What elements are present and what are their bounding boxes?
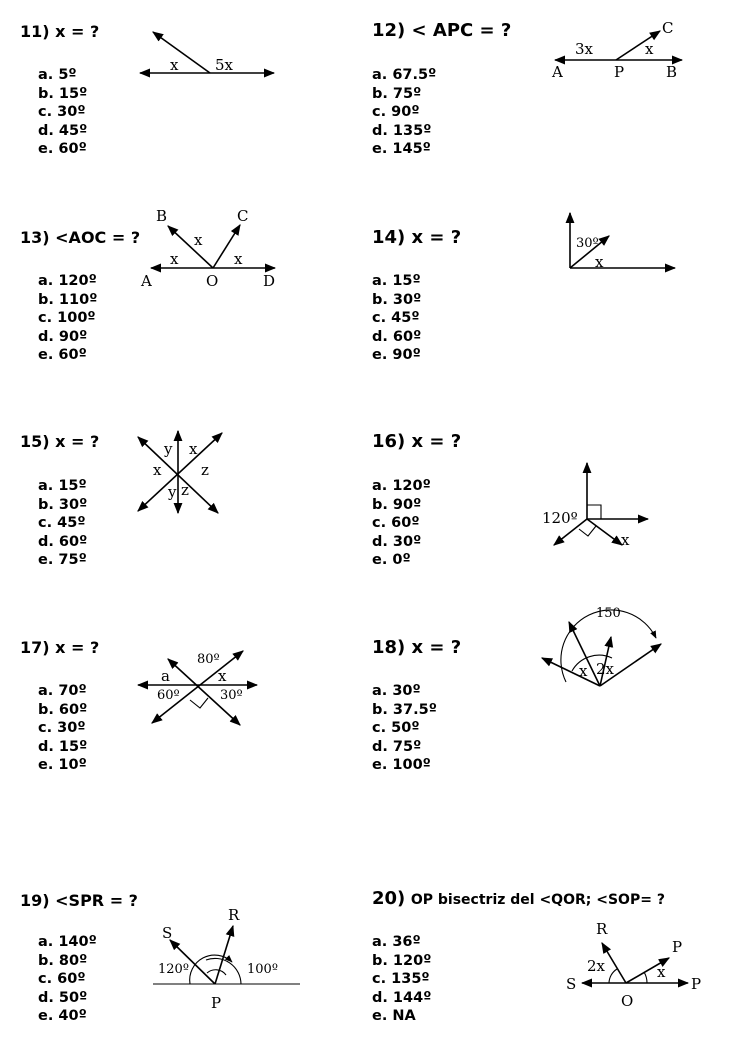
option-a: a. 140º — [38, 934, 97, 950]
question-19-figure — [150, 900, 310, 1015]
label-d: D — [263, 272, 276, 290]
option-d: d. 90º — [38, 328, 88, 345]
option-b: b. 60º — [38, 701, 88, 718]
option-d: d. 60º — [372, 328, 422, 345]
option-a: a. 70º — [38, 683, 87, 699]
option-d: d. 50º — [38, 989, 88, 1006]
option-d: d. 30º — [372, 533, 422, 550]
question-18-title: 18) x = ? — [372, 637, 462, 658]
option-e: e. 90º — [372, 347, 421, 364]
question-14-options — [372, 272, 421, 365]
question-13-options — [38, 272, 97, 365]
question-14-title: 14) x = ? — [372, 227, 462, 248]
label-o: O — [621, 992, 634, 1010]
label-120: 120º — [542, 509, 578, 527]
option-e: e. 10º — [38, 757, 87, 774]
question-20-options — [372, 933, 431, 1026]
question-12-options — [372, 66, 436, 159]
label-2x: 2x — [587, 957, 606, 975]
label-x: x — [579, 662, 588, 680]
option-b: b. 110º — [38, 291, 98, 308]
option-b: b. 30º — [372, 291, 422, 308]
option-e: e. NA — [372, 1008, 416, 1025]
question-17-title: 17) x = ? — [20, 638, 100, 657]
question-20-figure — [560, 915, 720, 1015]
label-s: S — [162, 924, 173, 942]
question-17-options — [38, 682, 87, 775]
option-c: c. 30º — [38, 720, 86, 737]
question-19-options — [38, 933, 97, 1026]
option-c: c. 135º — [372, 971, 430, 988]
option-c: c. 45º — [38, 515, 86, 532]
option-e: e. 100º — [372, 757, 431, 774]
option-a: a. 15º — [372, 273, 421, 289]
option-c: c. 100º — [38, 310, 96, 327]
label-120: 120º — [158, 962, 189, 977]
label-x-right: x — [189, 440, 198, 458]
option-b: b. 75º — [372, 85, 422, 102]
label-s: S — [566, 975, 577, 993]
option-b: b. 80º — [38, 952, 88, 969]
label-p: P — [614, 63, 625, 81]
option-a: a. 15º — [38, 478, 87, 494]
label-p-top: P — [672, 938, 683, 956]
question-20-text: OP bisectriz del <QOR; <SOP= ? — [410, 892, 665, 908]
label-x-right: x — [234, 250, 243, 268]
label-y-top: y — [164, 440, 173, 458]
option-d: d. 15º — [38, 738, 88, 755]
option-a: a. 120º — [38, 273, 97, 289]
question-11-options — [38, 66, 87, 159]
option-d: d. 45º — [38, 122, 88, 139]
question-12-title: 12) < APC = ? — [372, 20, 512, 41]
question-13-title: 13) <AOC = ? — [20, 228, 141, 247]
question-15-title: 15) x = ? — [20, 432, 100, 451]
label-b: B — [156, 207, 168, 225]
question-15-options — [38, 477, 87, 570]
question-17-figure — [130, 645, 265, 735]
label-x-top: x — [194, 231, 203, 249]
label-x-left: x — [153, 461, 162, 479]
option-b: b. 90º — [372, 496, 422, 513]
label-60: 60º — [157, 688, 180, 703]
question-20-title — [372, 888, 665, 909]
option-d: d. 60º — [38, 533, 88, 550]
question-16-title: 16) x = ? — [372, 431, 462, 452]
label-p: P — [211, 994, 222, 1012]
option-e: e. 0º — [372, 552, 411, 569]
option-c: c. 60º — [372, 515, 420, 532]
option-e: e. 60º — [38, 141, 87, 158]
question-12-figure — [545, 15, 695, 85]
label-80: 80º — [197, 652, 220, 667]
question-20-number: 20) — [372, 888, 406, 909]
label-30: 30º — [576, 236, 599, 251]
question-18-figure — [530, 600, 670, 695]
label-a: A — [141, 272, 152, 290]
question-16-figure — [540, 455, 660, 555]
label-a: A — [552, 63, 563, 81]
label-c: C — [237, 207, 249, 225]
label-x: x — [621, 531, 630, 549]
option-b: b. 120º — [372, 952, 432, 969]
label-p-right: P — [691, 975, 702, 993]
option-a: a. 36º — [372, 934, 421, 950]
question-18-options — [372, 682, 437, 775]
option-c: c. 30º — [38, 104, 86, 121]
label-y-bottom: y — [168, 483, 177, 501]
option-d: d. 75º — [372, 738, 422, 755]
label-z-bottom: z — [181, 481, 189, 499]
option-a: a. 30º — [372, 683, 421, 699]
option-c: c. 45º — [372, 310, 420, 327]
question-11-figure — [130, 25, 290, 95]
label-b: B — [666, 63, 678, 81]
option-b: b. 37.5º — [372, 701, 437, 718]
question-19-title: 19) <SPR = ? — [20, 891, 138, 910]
option-a: a. 5º — [38, 67, 77, 83]
option-c: c. 50º — [372, 720, 420, 737]
label-150: 150 — [596, 606, 621, 621]
option-d: d. 144º — [372, 989, 432, 1006]
label-x: x — [645, 40, 654, 58]
label-3x: 3x — [575, 40, 594, 58]
question-14-figure — [555, 205, 685, 280]
question-13-figure — [135, 205, 285, 295]
label-z-right: z — [201, 461, 209, 479]
option-b: b. 30º — [38, 496, 88, 513]
option-b: b. 15º — [38, 85, 88, 102]
option-e: e. 40º — [38, 1008, 87, 1025]
label-c: C — [662, 19, 674, 37]
option-e: e. 75º — [38, 552, 87, 569]
label-x: x — [218, 667, 227, 685]
option-a: a. 120º — [372, 478, 431, 494]
label-r: R — [596, 920, 608, 938]
label-x-left: x — [170, 250, 179, 268]
label-a: a — [161, 667, 170, 685]
label-100: 100º — [247, 962, 278, 977]
label-r: R — [228, 906, 240, 924]
question-16-options — [372, 477, 431, 570]
label-x: x — [595, 253, 604, 271]
option-d: d. 135º — [372, 122, 432, 139]
label-5x: 5x — [215, 56, 234, 74]
label-x: x — [170, 56, 179, 74]
label-x: x — [657, 963, 666, 981]
option-c: c. 90º — [372, 104, 420, 121]
label-30: 30º — [220, 688, 243, 703]
option-c: c. 60º — [38, 971, 86, 988]
option-a: a. 67.5º — [372, 67, 437, 83]
question-15-figure — [130, 425, 230, 520]
question-11-title: 11) x = ? — [20, 22, 100, 41]
label-2x: 2x — [596, 660, 615, 678]
option-e: e. 60º — [38, 347, 87, 364]
option-e: e. 145º — [372, 141, 431, 158]
label-o: O — [206, 272, 219, 290]
